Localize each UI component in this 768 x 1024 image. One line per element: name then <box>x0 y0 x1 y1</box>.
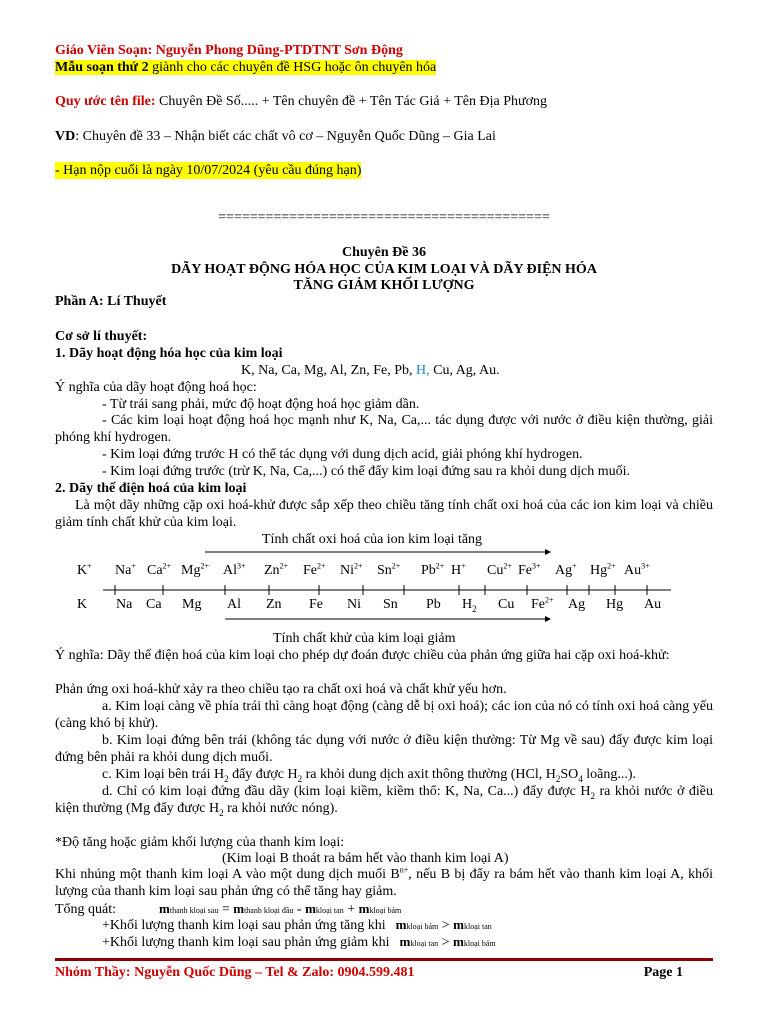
ion-fe-6: $Fe^{2+}$ <box>303 561 326 578</box>
ion-sn-8: $Sn^{2+}$ <box>377 561 401 578</box>
ion-ca-2: $Ca^{2+}$ <box>147 561 172 578</box>
template-note: Mẫu soạn thứ 2 giành cho các chuyên đề HSG hoặc ôn chuyên hóa <box>55 60 437 75</box>
activity-series: K, Na, Ca, Mg, Al, Zn, Fe, Pb, H, Cu, Ag, Au. <box>241 363 500 378</box>
ion-mg-3: $Mg^{2+}$ <box>181 561 209 578</box>
section2-intro: Là một dãy những cặp oxi hoá-khử được sắp xếp theo chiều tăng tính chất oxi hoá của các ion kim loại và chiều giảm tính chất khử của kim loại. <box>55 498 713 530</box>
metal-ag-13: Ag <box>568 597 586 612</box>
metal-hg-14: Hg <box>606 597 624 612</box>
file-naming-rule: Quy ước tên file: Chuyên Đề Số..... + Tên chuyên đề + Tên Tác Giả + Tên Địa Phương <box>55 94 547 109</box>
metal-sn-8: Sn <box>383 597 398 612</box>
ion-ni-7: $Ni^{2+}$ <box>340 561 363 578</box>
metal-zn-5: Zn <box>266 597 282 612</box>
separator: ========================================== <box>218 210 550 225</box>
reduction-label: Tính chất khử của kim loại giảm <box>273 631 456 646</box>
topic-number: Chuyên Đề 36 <box>341 245 426 260</box>
ion-hg-14: $Hg^{2+}$ <box>590 561 616 578</box>
ion-k-0: K+ <box>77 561 92 578</box>
rule-a: a. Kim loại càng về phía trái thì càng hoạt động (càng dễ bị oxi hoá); các ion của nó có tính oxi hoá càng yếu (càng khó bị khử). <box>55 699 713 731</box>
ion-zn-5: $Zn^{2+}$ <box>264 561 289 578</box>
metal-cu-11: Cu <box>498 597 515 612</box>
footer-rule <box>55 958 713 961</box>
footer-contact: Nhóm Thầy: Nguyễn Quốc Dũng – Tel & Zalo: 0904.599.481 <box>55 965 415 980</box>
mass-heading: *Độ tăng hoặc giảm khối lượng của thanh kim loại: <box>55 835 345 850</box>
metal-mg-3: Mg <box>182 597 202 612</box>
metal-row <box>55 596 713 614</box>
redox-rule: Phản ứng oxi hoá-khử xảy ra theo chiều tạo ra chất oxi hoá và chất khử yếu hơn. <box>55 682 507 697</box>
ion-cu-11: $Cu^{2+}$ <box>487 561 512 578</box>
topic-title-line2: TĂNG GIẢM KHỐI LƯỢNG <box>293 278 475 293</box>
ion-na-1: Na+ <box>115 561 136 578</box>
metal-na-1: Na <box>116 597 133 612</box>
metal-au-15: Au <box>644 597 662 612</box>
oxidation-label: Tính chất oxi hoá của ion kim loại tăng <box>262 532 483 547</box>
meaning-bullet-1: - Từ trái sang phải, mức độ hoạt động hoá học giảm dần. <box>102 397 420 412</box>
series-meaning: Ý nghĩa của dãy hoạt động hoá học: <box>55 380 257 395</box>
rule-c: c. Kim loại bên trái $H_2$ đẩy được $H_2$ ra khỏi dung dịch axit thông thường (HCl, $H_2SO_4$ loãng...). <box>102 767 637 784</box>
rule-d: d. Chỉ có kim loại đứng đầu dãy (kim loại kiềm, kiềm thổ: K, Na, Ca...) đẩy được $H_2$ ra khỏi nước ở điều kiện thường (Mg đẩy được $H_2$ ra khỏi nước nóng). <box>55 784 714 818</box>
example-line: VD: Chuyên đề 33 – Nhận biết các chất vô cơ – Nguyễn Quốc Dũng – Gia Lai <box>55 129 496 144</box>
theory-heading: Cơ sở lí thuyết: <box>55 329 148 344</box>
ion-al-4: $Al^{3+}$ <box>223 561 246 578</box>
teacher-credit: Giáo Viên Soạn: Nguyễn Phong Dũng-PTDTNT Sơn Động <box>55 43 403 58</box>
ion-pb-9: $Pb^{2+}$ <box>421 561 445 578</box>
ion-row <box>55 562 713 580</box>
ion-ag-13: Ag+ <box>555 561 577 578</box>
metal-fe-6: Fe <box>309 597 323 612</box>
deadline-note: - Hạn nộp cuối là ngày 10/07/2024 (yêu cầu đúng hạn) <box>55 163 362 178</box>
general-formula: Tổng quát: mthanh kloại sau = mthanh kloại đầu - mkloại tan + mkloại bám <box>55 901 402 917</box>
meaning-bullet-2: - Các kim loại hoạt động hoá học mạnh như K, Na, Ca,... tác dụng được với nước ở điều kiện thường, giải phóng khí hydrogen. <box>55 413 713 445</box>
mass-decrease-rule: +Khối lượng thanh kim loại sau phản ứng giảm khi mkloại tan > mkloại bám <box>102 934 496 950</box>
metal-al-4: Al <box>227 597 241 612</box>
oxidation-arrow-head <box>545 549 551 555</box>
topic-title-line1: DÃY HOẠT ĐỘNG HÓA HỌC CỦA KIM LOẠI VÀ DÃY ĐIỆN HÓA <box>171 262 597 277</box>
meaning-bullet-3: - Kim loại đứng trước H có thể tác dụng với dung dịch acid, giải phóng khí hydrogen. <box>102 447 583 462</box>
series2-meaning: Ý nghĩa: Dãy thế điện hoá của kim loại cho phép dự đoán được chiều của phản ứng giữa hai cặp oxi hoá-khử: <box>55 648 670 663</box>
metal-ca-2: Ca <box>146 597 162 612</box>
ion-au-15: $Au^{3+}$ <box>624 561 650 578</box>
metal-fe-12: $Fe^{2+}$ <box>531 595 554 612</box>
section1-heading: 1. Dãy hoạt động hóa học của kim loại <box>55 346 283 361</box>
mass-paragraph: Khi nhúng một thanh kim loại A vào một dung dịch muối $B^{n+}$, nếu B bị đẩy ra bám hết vào thanh kim loại A, khối lượng của thanh kim loại sau phản ứng có thể tăng hay giảm. <box>55 865 713 899</box>
rule-b: b. Kim loại đứng bên trái (không tác dụng với nước ở điều kiện thường: Từ Mg về sau) đẩy được kim loại đứng bên phải ra khỏi dung dịch muối. <box>55 733 713 765</box>
ion-fe-12: $Fe^{3+}$ <box>518 561 541 578</box>
mass-note: (Kim loại B thoát ra bám hết vào thanh kim loại A) <box>222 851 509 866</box>
page-number: Page 1 <box>643 965 683 980</box>
series-arrows <box>55 545 713 635</box>
mass-increase-rule: +Khối lượng thanh kim loại sau phản ứng tăng khi mkloại bám > mkloại tan <box>102 917 492 933</box>
metal-pb-9: Pb <box>426 597 441 612</box>
meaning-bullet-4: - Kim loại đứng trước (trừ K, Na, Ca,...) có thể đẩy kim loại đứng sau ra khỏi dung dịch muối. <box>102 464 631 479</box>
reduction-arrow-head <box>545 616 551 622</box>
metal-h-10: $H_2$ <box>462 597 477 614</box>
section2-heading: 2. Dãy thế điện hoá của kim loại <box>55 481 247 496</box>
ion-h-10: H+ <box>451 561 466 578</box>
part-a-heading: Phần A: Lí Thuyết <box>55 294 167 309</box>
metal-k-0: K <box>77 597 88 612</box>
metal-ni-7: Ni <box>347 597 361 612</box>
